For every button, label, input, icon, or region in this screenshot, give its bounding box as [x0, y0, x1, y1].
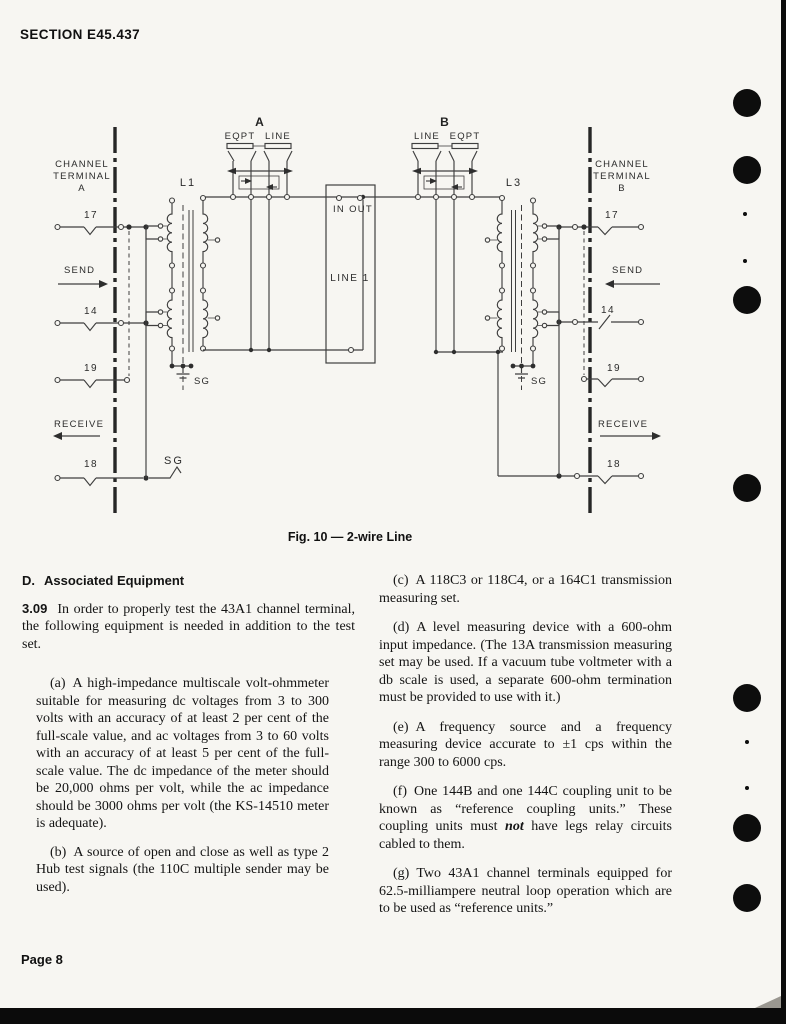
channel-terminal-a-label — [53, 159, 111, 194]
sg-ground-left-label: SG — [194, 376, 211, 387]
box-name-label: LINE 1 — [330, 273, 370, 284]
scan-speck — [743, 259, 747, 263]
send-arrow-left — [58, 265, 108, 288]
item-b — [36, 844, 329, 897]
item-a — [36, 675, 329, 833]
figure-caption: Fig. 10 — 2-wire Line — [287, 530, 413, 544]
svg-text:18: 18 — [83, 459, 99, 470]
svg-text:EQPT: EQPT — [449, 131, 481, 142]
svg-text:CHANNEL: CHANNEL — [595, 159, 649, 170]
terminal-17-left — [55, 210, 158, 239]
item-g-label: (g) — [393, 866, 410, 881]
svg-text:17: 17 — [604, 210, 620, 221]
jack-b-title: B — [440, 115, 450, 129]
scan-speck — [745, 786, 749, 790]
svg-text:RECEIVE: RECEIVE — [54, 419, 105, 430]
terminal-17-right — [547, 210, 644, 239]
page-curl — [755, 996, 781, 1008]
left-column — [22, 572, 355, 907]
svg-text:19: 19 — [83, 363, 99, 374]
heading-d-title: Associated Equipment — [44, 573, 185, 588]
svg-text:LINE: LINE — [414, 131, 440, 142]
transformer-l3 — [485, 177, 547, 390]
item-c-text: A 118C3 or 118C4, or a 164C1 transmission measuring set. — [379, 573, 672, 606]
terminal-18-left — [55, 455, 184, 486]
scan-speck — [745, 740, 749, 744]
paragraph-3-09 — [22, 600, 355, 654]
svg-text:14: 14 — [83, 306, 99, 317]
bus-wiring — [203, 195, 503, 477]
item-f-label: (f) — [393, 784, 407, 799]
paragraph-number: 3.09 — [22, 600, 48, 616]
scan-edge-bottom — [0, 1008, 786, 1024]
svg-text:14: 14 — [600, 305, 616, 316]
terminal-14-left — [55, 306, 158, 331]
scan-speck — [743, 212, 747, 216]
jack-a-title: A — [255, 115, 265, 129]
binder-hole — [733, 89, 761, 117]
item-d — [379, 619, 672, 707]
item-f-post: have legs relay circuits cabled to them. — [379, 819, 672, 852]
item-g — [379, 865, 672, 918]
svg-text:17: 17 — [83, 210, 99, 221]
page-number: Page 8 — [21, 952, 63, 967]
right-column — [379, 572, 672, 930]
box-out-label: OUT — [349, 204, 373, 215]
section-header: SECTION E45.437 — [20, 27, 141, 42]
svg-text:A: A — [78, 183, 86, 194]
jack-assembly-a — [225, 115, 293, 195]
item-f — [379, 783, 672, 853]
binder-hole — [733, 286, 761, 314]
binder-hole — [733, 156, 761, 184]
binder-hole — [733, 684, 761, 712]
paragraph-3-09-text: In order to properly test the 43A1 channel terminal, the following equipment is needed in addition to the test set. — [22, 601, 355, 652]
svg-text:EQPT: EQPT — [224, 131, 256, 142]
item-a-label: (a) — [50, 676, 66, 691]
item-f-emphasis: not — [505, 819, 524, 834]
item-c — [379, 572, 672, 607]
item-g-text: Two 43A1 channel terminals equipped for 62.5-milliampere neutral loop operation which are to be used as “reference units.” — [379, 866, 672, 916]
svg-text:18: 18 — [606, 459, 622, 470]
svg-text:CHANNEL: CHANNEL — [55, 159, 109, 170]
item-d-text: A level measuring device with a 600-ohm input impedance. (The 13A transmission measuring set may be used. If a vacuum tube voltmeter with a db scale is used, a separate 600-ohm termination must be provided to use with it.) — [379, 620, 672, 705]
l3-label: L3 — [505, 177, 523, 189]
line-1-box — [326, 185, 375, 363]
item-e-label: (e) — [393, 719, 409, 735]
svg-text:LINE: LINE — [265, 131, 291, 142]
item-b-label: (b) — [50, 844, 67, 860]
heading-d-label: D. — [22, 573, 35, 588]
scan-edge-right — [781, 0, 786, 1024]
svg-text:TERMINAL: TERMINAL — [53, 171, 111, 182]
item-f-pre: One 144B and one 144C coupling unit to be known as “reference coupling units.” These coupling units must — [379, 784, 672, 834]
sg-ground-right-label: SG — [531, 376, 548, 387]
svg-text:SEND: SEND — [64, 265, 96, 276]
item-c-label: (c) — [393, 573, 409, 588]
svg-text:SEND: SEND — [612, 265, 644, 276]
binder-hole — [733, 814, 761, 842]
jack-assembly-b — [412, 115, 480, 195]
item-e — [379, 719, 672, 772]
svg-text:19: 19 — [606, 363, 622, 374]
binder-hole — [733, 474, 761, 502]
binder-hole — [733, 884, 761, 912]
box-in-label: IN — [333, 204, 345, 215]
svg-text:B: B — [618, 183, 626, 194]
svg-text:RECEIVE: RECEIVE — [598, 419, 649, 430]
heading-associated-equipment — [22, 572, 355, 590]
terminal-18-right — [498, 459, 644, 484]
item-d-label: (d) — [393, 620, 410, 635]
channel-terminal-b-label — [593, 159, 651, 194]
transformer-l1 — [158, 177, 219, 390]
item-e-text: A frequency source and a frequency measuring device accurate to ±1 cps within the range 300 to 6000 cps. — [379, 719, 672, 770]
send-arrow-right — [605, 265, 660, 288]
l1-label: L1 — [179, 177, 197, 189]
item-a-text: A high-impedance multiscale volt-ohmmeter suitable for measuring dc voltages from 3 to 300 volts with an accuracy of at least 2 per cent of the full-scale value, and ac voltages from 3 to 60 volts with an accuracy of at least 5 per cent of the full-scale value. The dc impedance of the meter should be 20,000 ohms per volt, while the ac impedance should be 3000 ohms per volt (the KS-14510 meter is adequate). — [36, 676, 329, 831]
receive-arrow-left — [53, 419, 104, 440]
svg-text:TERMINAL: TERMINAL — [593, 171, 651, 182]
receive-arrow-right — [598, 419, 661, 440]
terminal-14-right — [547, 305, 644, 329]
item-b-text: A source of open and close as well as type 2 Hub test signals (the 110C multiple sender may be used). — [36, 844, 329, 895]
sg-spring-label: SG — [164, 455, 184, 467]
